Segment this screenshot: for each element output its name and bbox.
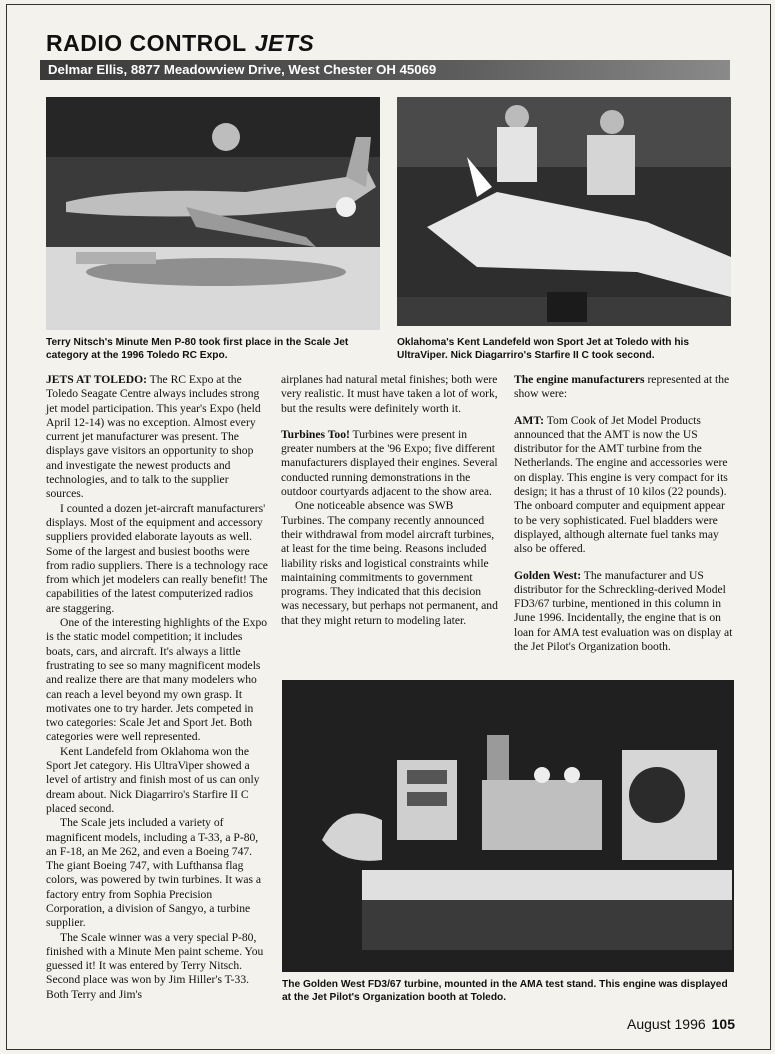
paragraph: Turbines Too! Turbines were present in greater numbers at the '96 Expo; five different manufacturers displayed their engines. Several conducted running demonstrations in the outdoor courtyards adjacent to the show area. (281, 427, 498, 499)
photo-ultraviper-sport-jet (397, 97, 731, 326)
paragraph: The engine manufacturers represented at the show were: (514, 373, 730, 401)
paragraph: JETS AT TOLEDO: The RC Expo at the Toledo Seagate Centre always includes strong jet model participation. This year's Expo (held April 12-14) was no exception. Almost every current jet manufacturer was present. The displays gave visitors an opportunity to shop and investigate the newest products and technologies, and to talk to the supplier sources. (46, 373, 261, 501)
paragraph: The Scale jets included a variety of magnificent models, including a T-33, a P-80, an F-18, an Me 262, and even a Boeing 747. The giant Boeing 747, with Lufthansa flag colors, was powered by twin turbines. It was a factory entry from Sophia Precision Corporation, a division of Sangyo, a turbine supplier. (46, 816, 262, 930)
paragraph: The Scale winner was a very special P-80, finished with a Minute Men paint scheme. You guessed it! It was entered by Terry Nitsch. Second place was won by Jim Hiller's T-33. Both Terry and Jim's (46, 930, 264, 1001)
paragraph: One of the interesting highlights of the Expo is the static model competition; it includes boats, cars, and aircraft. It's always a little frustrating to see so many magnificent models and realize there are that many modelers who can reach a level beyond my own grasp. It motivates one to try harder. Jets competed in two categories: Scale Jet and Sport Jet. Both categories were well represented. (46, 616, 268, 744)
photo-p80-scale-jet (46, 97, 380, 330)
section-lead-amt: AMT: (514, 413, 545, 427)
paragraph: Kent Landefeld from Oklahoma won the Sport Jet category. His UltraViper showed a level of artistry and finish most of us can only dream about. Nick Diagarriro's Starfire II C placed second. (46, 744, 260, 815)
section-lead-jets-at-toledo: JETS AT TOLEDO: (46, 373, 147, 386)
caption-photo-p80: Terry Nitsch's Minute Men P-80 took first place in the Scale Jet category at the 1996 Toledo RC Expo. (46, 337, 349, 361)
article-column-3 (514, 373, 734, 654)
paragraph: AMT: Tom Cook of Jet Model Products announced that the AMT is now the US distributor for the AMT turbine from the Netherlands. The engine and accessories were on display. This engine is very compact for its design; it has a thrust of 10 kilos (22 pounds). The onboard computer and equipment appear to be very sophisticated. Fuel bladders were displayed, although alternate fuel tanks may also be offered. (514, 413, 728, 556)
paragraph: airplanes had natural metal finishes; both were very realistic. It must have taken a lot of work, but the results were definitely worth it. (281, 373, 498, 415)
column-title (46, 30, 314, 57)
article-column-1 (46, 373, 268, 1002)
paragraph: One noticeable absence was SWB Turbines. The company recently announced their withdrawal from model aircraft turbines, at least for the time being. Reasons included liability risks and logistical constraints while maintaining commitments to government programs. They indicated that this decision was necessary, but perhaps not permanent, and that they might return to modeling later. (281, 499, 498, 627)
issue-date: August 1996 (627, 1016, 706, 1032)
article-column-2 (281, 373, 499, 628)
section-lead-turbines-too: Turbines Too! (281, 427, 350, 441)
caption-photo-turbine: The Golden West FD3/67 turbine, mounted in the AMA test stand. This engine was displayed at the Jet Pilot's Organization booth at Toledo. (282, 979, 728, 1003)
paragraph: I counted a dozen jet-aircraft manufacturers' displays. Most of the equipment and accessory suppliers provided elaborate layouts as well. Some of the largest and busiest booths were from radio suppliers. There is a technology race from which jet modelers can really benefit! The capabilities of the latest computerized radios are staggering. (46, 501, 268, 615)
paragraph: Golden West: The manufacturer and US distributor for the Schreckling-derived Model FD3/67 turbine, mentioned in this column in June 1996. Incidentally, the engine that is on loan for AMA test evaluation was on display at the Jet Pilot's Organization booth. (514, 568, 733, 654)
title-italic: JETS (254, 30, 315, 56)
section-lead-golden-west: Golden West: (514, 568, 582, 582)
section-lead-engine-manufacturers: The engine manufacturers (514, 373, 645, 386)
title-main: RADIO CONTROL (46, 30, 247, 56)
caption-photo-ultraviper: Oklahoma's Kent Landefeld won Sport Jet at Toledo with his UltraViper. Nick Diagarriro's Starfire II C took second. (397, 337, 690, 361)
page-footer (627, 1016, 735, 1032)
page-number: 105 (711, 1016, 735, 1032)
author-address-bar: Delmar Ellis, 8877 Meadowview Drive, West Chester OH 45069 (40, 60, 730, 80)
photo-golden-west-turbine (282, 680, 734, 972)
